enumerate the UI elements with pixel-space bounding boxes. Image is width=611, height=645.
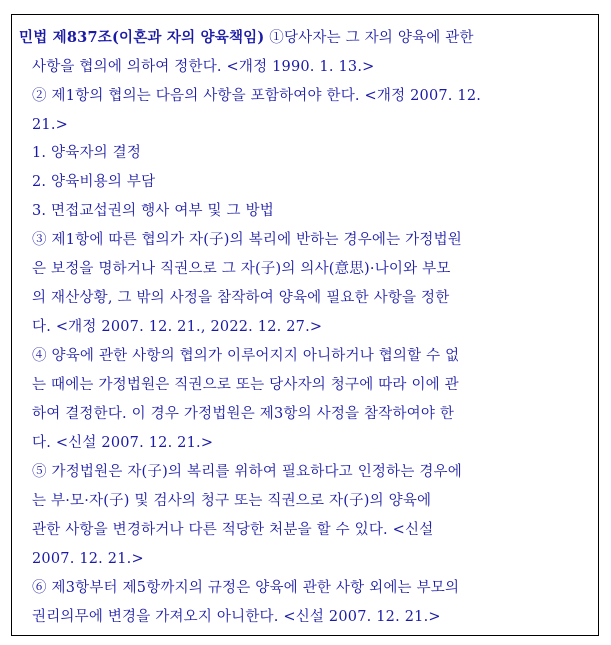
list-item-2: 2. 양육비용의 부담 [32, 174, 156, 190]
paragraph-5-cont: 는 부·모·자(子) 및 검사의 청구 또는 직권으로 자(子)의 양육에 [32, 493, 432, 509]
paragraph-5-cont: 관한 사항을 변경하거나 다른 적당한 처분을 할 수 있다. <신설 [32, 522, 434, 538]
paragraph-3-cont: 은 보정을 명하거나 직권으로 그 자(子)의 의사(意思)·나이와 부모 [32, 261, 451, 277]
paragraph-4-cont: 하여 결정한다. 이 경우 가정법원은 제3항의 사정을 참작하여야 한 [32, 406, 455, 422]
article-heading: 민법 제837조(이혼과 자의 양육책임) [19, 29, 265, 46]
paragraph-4-cont: 다. <신설 2007. 12. 21.> [32, 435, 214, 451]
paragraph-2-cont: 21.> [32, 117, 69, 133]
paragraph-4: ④ 양육에 관한 사항의 협의가 이루어지지 아니하거나 협의할 수 없 [32, 348, 460, 364]
paragraph-3-cont: 다. <개정 2007. 12. 21., 2022. 12. 27.> [32, 319, 323, 335]
paragraph-1-cont: 사항을 협의에 의하여 정한다. <개정 1990. 1. 13.> [32, 59, 375, 75]
list-item-3: 3. 면접교섭권의 행사 여부 및 그 방법 [32, 203, 274, 219]
paragraph-5: ⑤ 가정법원은 자(子)의 복리를 위하여 필요하다고 인정하는 경우에 [32, 464, 462, 480]
article-first-line [19, 28, 474, 48]
paragraph-2: ② 제1항의 협의는 다음의 사항을 포함하여야 한다. <개정 2007. 12. [32, 88, 482, 104]
list-item-1: 1. 양육자의 결정 [32, 145, 142, 161]
paragraph-4-cont: 는 때에는 가정법원은 직권으로 또는 당사자의 청구에 따라 이에 관 [32, 377, 459, 393]
paragraph-6-cont: 권리의무에 변경을 가져오지 아니한다. <신설 2007. 12. 21.> [32, 609, 441, 625]
paragraph-6: ⑥ 제3항부터 제5항까지의 규정은 양육에 관한 사항 외에는 부모의 [32, 580, 460, 596]
paragraph-3: ③ 제1항에 따른 협의가 자(子)의 복리에 반하는 경우에는 가정법원 [32, 232, 462, 248]
paragraph-5-cont: 2007. 12. 21.> [32, 551, 144, 567]
paragraph-1-start: ①당사자는 그 자의 양육에 관한 [269, 30, 474, 46]
paragraph-3-cont: 의 재산상황, 그 밖의 사정을 참작하여 양육에 필요한 사항을 정한 [32, 290, 450, 306]
